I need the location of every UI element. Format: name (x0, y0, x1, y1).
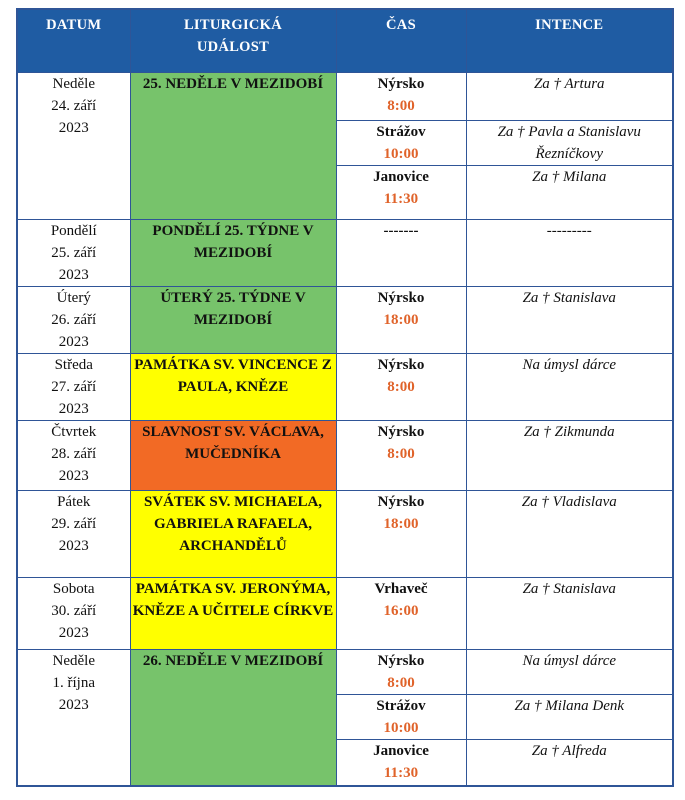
liturgical-event-cell (130, 650, 336, 786)
date-year: 2023 (58, 401, 89, 417)
date-date: 25. září (51, 245, 97, 261)
intention-cell (466, 491, 673, 578)
liturgical-event-text: PONDĚLÍ 25. TÝDNE V MEZIDOBÍ (152, 223, 314, 261)
mass-place: Nýrsko (377, 424, 425, 440)
mass-time-cell (336, 354, 466, 421)
date-year: 2023 (58, 625, 89, 641)
intention-cell (466, 220, 673, 287)
intention-cell (466, 650, 673, 695)
mass-time: 18:00 (383, 516, 419, 532)
date-date: 28. září (51, 446, 97, 462)
intention-text: Za † Vladislava (521, 494, 617, 510)
table-row (17, 287, 673, 354)
header-row (17, 9, 673, 73)
mass-time-cell (336, 220, 466, 287)
intention-text: Za † Alfreda (531, 743, 607, 759)
liturgical-event-cell (130, 220, 336, 287)
intention-text: --------- (546, 223, 592, 239)
liturgical-event-text: PAMÁTKA SV. JERONÝMA, KNĚZE A UČITELE CÍRKVE (132, 581, 334, 619)
date-day: Čtvrtek (51, 424, 97, 440)
mass-place: Nýrsko (377, 357, 425, 373)
date-cell (17, 287, 130, 354)
mass-place: Nýrsko (377, 494, 425, 510)
date-date: 30. září (51, 603, 97, 619)
date-date: 24. září (51, 98, 97, 114)
date-date: 27. září (51, 379, 97, 395)
intention-cell (466, 121, 673, 166)
date-year: 2023 (58, 468, 89, 484)
liturgical-schedule-table (16, 8, 674, 787)
table-row (17, 421, 673, 491)
mass-place: Nýrsko (377, 76, 425, 92)
intention-text: Za † Milana Denk (514, 698, 625, 714)
mass-place: Nýrsko (377, 290, 425, 306)
intention-cell (466, 73, 673, 121)
table-row (17, 650, 673, 695)
date-year: 2023 (58, 697, 89, 713)
mass-time: 11:30 (383, 191, 419, 207)
mass-place: Janovice (373, 743, 429, 759)
mass-time: 8:00 (387, 379, 415, 395)
table-row (17, 354, 673, 421)
header-datum: DATUM (17, 9, 130, 73)
intention-text: Za † Stanislava (522, 290, 616, 306)
table-row (17, 73, 673, 121)
table-row (17, 578, 673, 650)
mass-time: 18:00 (383, 312, 419, 328)
intention-cell (466, 578, 673, 650)
intention-cell (466, 740, 673, 786)
date-year: 2023 (58, 267, 89, 283)
mass-time: 11:30 (383, 765, 419, 781)
header-intence: INTENCE (466, 9, 673, 73)
liturgical-event-cell (130, 491, 336, 578)
mass-time: 10:00 (383, 720, 419, 736)
liturgical-event-text: SVÁTEK SV. MICHAELA, GABRIELA RAFAELA, ARCHANDĚLŮ (143, 494, 323, 554)
liturgical-event-text: 26. NEDĚLE V MEZIDOBÍ (142, 653, 324, 669)
header-udalost (130, 9, 336, 73)
mass-place: Vrhaveč (374, 581, 428, 597)
mass-time: 8:00 (387, 675, 415, 691)
liturgical-event-text: ÚTERÝ 25. TÝDNE V MEZIDOBÍ (160, 290, 306, 328)
intention-text: Za † Stanislava (522, 581, 616, 597)
intention-text: Za † Pavla a Stanislavu Řezníčkovy (497, 124, 641, 162)
date-cell (17, 73, 130, 220)
date-year: 2023 (58, 538, 89, 554)
liturgical-event-cell (130, 354, 336, 421)
mass-time-cell (336, 73, 466, 121)
date-day: Neděle (52, 76, 95, 92)
date-cell (17, 491, 130, 578)
mass-place: Janovice (373, 169, 429, 185)
mass-time: 8:00 (387, 98, 415, 114)
date-cell (17, 220, 130, 287)
mass-time-cell (336, 421, 466, 491)
intention-text: Za † Zikmunda (523, 424, 615, 440)
date-cell (17, 578, 130, 650)
liturgical-event-cell (130, 287, 336, 354)
date-year: 2023 (58, 120, 89, 136)
header-udalost-line2: UDÁLOST (196, 39, 270, 55)
date-date: 29. září (51, 516, 97, 532)
table-row (17, 491, 673, 578)
date-date: 26. září (51, 312, 97, 328)
mass-time-cell (336, 695, 466, 740)
mass-time-cell (336, 650, 466, 695)
liturgical-event-text: 25. NEDĚLE V MEZIDOBÍ (142, 76, 324, 92)
date-year: 2023 (58, 334, 89, 350)
date-day: Pondělí (50, 223, 97, 239)
header-udalost-line1: LITURGICKÁ (183, 17, 283, 33)
liturgical-event-cell (130, 73, 336, 220)
date-cell (17, 354, 130, 421)
liturgical-event-cell (130, 421, 336, 491)
date-day: Sobota (52, 581, 95, 597)
mass-time-cell (336, 166, 466, 220)
liturgical-event-text: PAMÁTKA SV. VINCENCE Z PAULA, KNĚZE (134, 357, 332, 395)
date-cell (17, 650, 130, 786)
liturgical-event-cell (130, 578, 336, 650)
intention-cell (466, 354, 673, 421)
intention-text: Na úmysl dárce (522, 653, 617, 669)
mass-time-cell (336, 491, 466, 578)
mass-time: 16:00 (383, 603, 419, 619)
date-day: Středa (54, 357, 93, 373)
date-date: 1. října (52, 675, 95, 691)
date-day: Neděle (52, 653, 95, 669)
mass-time-cell (336, 578, 466, 650)
liturgical-event-text: SLAVNOST SV. VÁCLAVA, MUČEDNÍKA (142, 424, 324, 462)
date-day: Pátek (57, 494, 91, 510)
intention-text: Na úmysl dárce (522, 357, 617, 373)
mass-place: Nýrsko (377, 653, 425, 669)
intention-cell (466, 695, 673, 740)
mass-place: Strážov (376, 124, 426, 140)
intention-text: Za † Artura (533, 76, 605, 92)
mass-place: Strážov (376, 698, 426, 714)
mass-time-cell (336, 121, 466, 166)
intention-cell (466, 421, 673, 491)
intention-cell (466, 166, 673, 220)
table-row (17, 220, 673, 287)
mass-time-cell (336, 287, 466, 354)
date-day: Úterý (56, 290, 91, 306)
mass-place: ------- (383, 223, 419, 239)
mass-time-cell (336, 740, 466, 786)
date-cell (17, 421, 130, 491)
mass-time: 10:00 (383, 146, 419, 162)
mass-time: 8:00 (387, 446, 415, 462)
intention-cell (466, 287, 673, 354)
header-cas: ČAS (336, 9, 466, 73)
intention-text: Za † Milana (532, 169, 607, 185)
